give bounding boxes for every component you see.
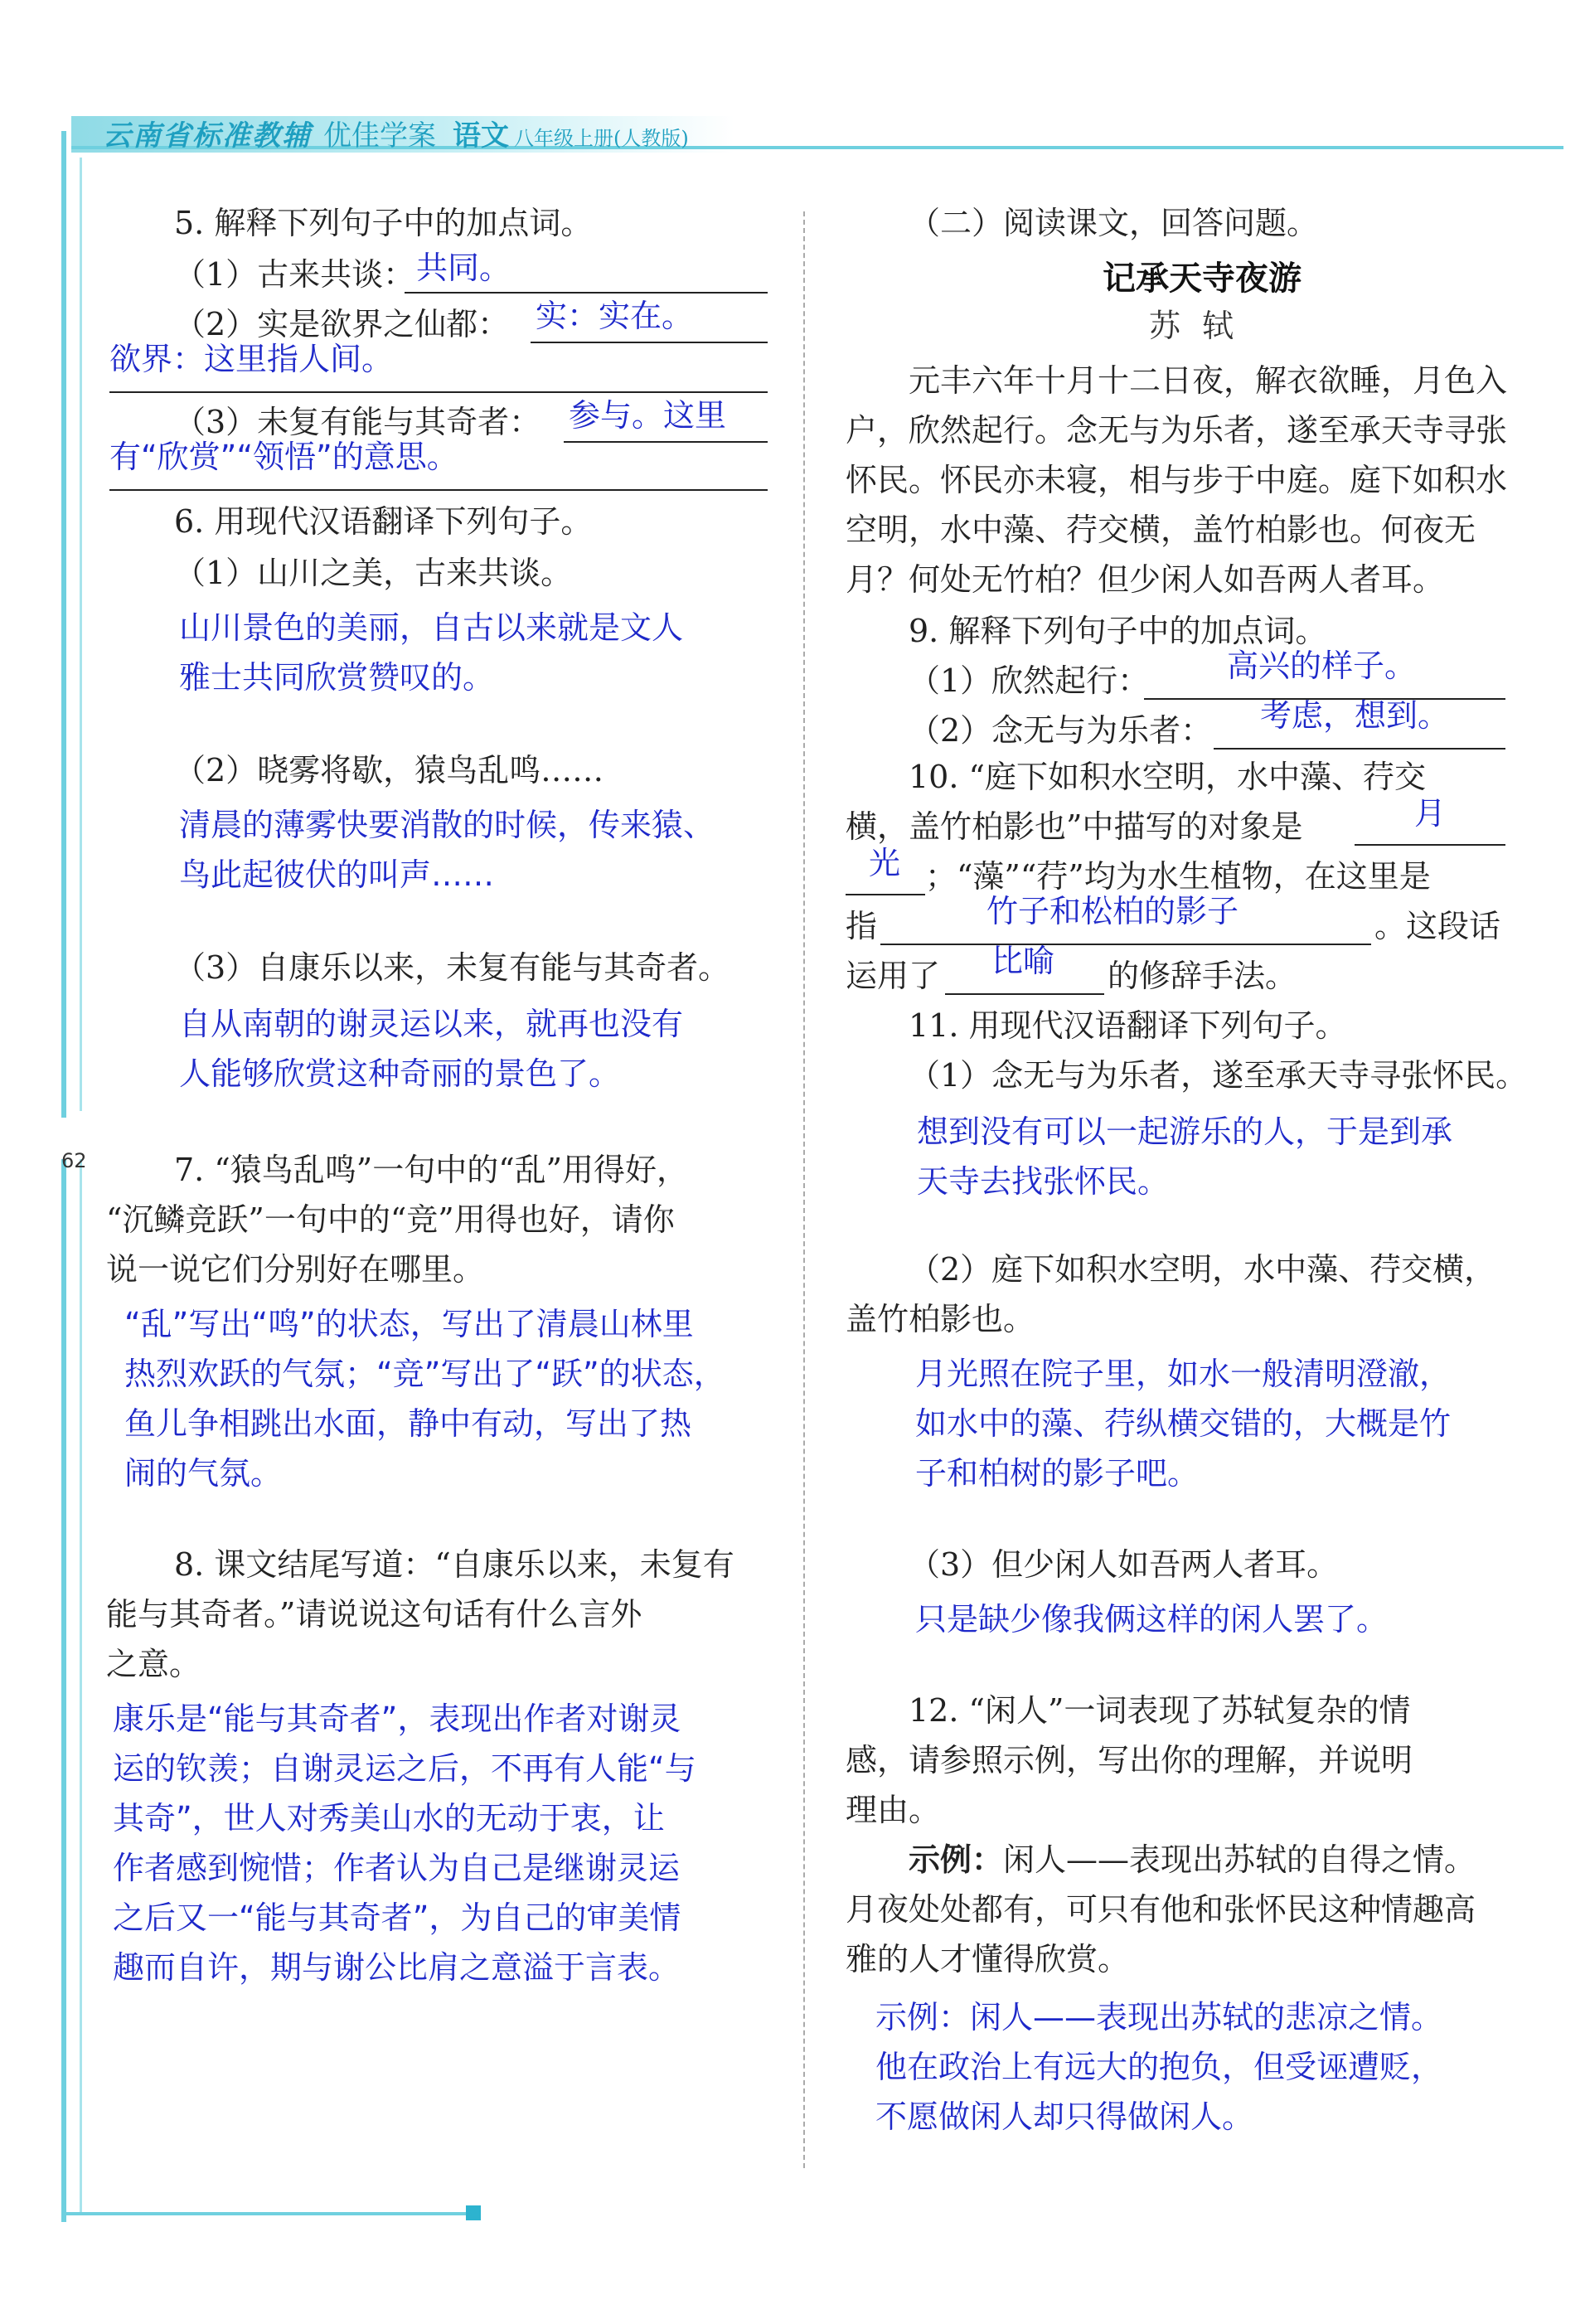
q10-line2: 横，盖竹柏影也”中描写的对象是 [846,808,1303,845]
q7-line2: “沉鳞竞跃”一句中的“竞”用得也好，请你 [106,1201,675,1238]
q5-answer2: 实：实在。 [536,298,694,334]
corner-square [466,2205,481,2220]
q8-answer-line1: 康乐是“能与其奇者”，表现出作者对谢灵 [113,1701,681,1737]
passage-line4: 空明，水中藻、荇交横，盖竹柏影也。何夜无 [846,512,1476,548]
q6-item1: （1）山川之美，古来共谈。 [174,555,573,591]
q8-answer-line2: 运的钦羡；自谢灵运之后，不再有人能“与 [113,1750,696,1787]
q10-line4a: 指 [846,908,878,944]
q8-line2: 能与其奇者。”请说说这句话有什么言外 [106,1596,642,1633]
q11-item2-line1: （2）庭下如积水空明，水中藻、荇交横， [909,1251,1496,1288]
q12-line3: 理由。 [846,1792,941,1828]
page-number: 62 [61,1149,87,1172]
series-name: 云南省标准教辅 [103,119,312,153]
example-text: 闲人——表现出苏轼的自得之情。 [1003,1841,1476,1878]
q7-answer-line3: 鱼儿争相跳出水面，静中有动，写出了热 [124,1405,692,1442]
column-divider [803,211,805,2168]
passage-line1: 元丰六年十月十二日夜，解衣欲睡，月色入 [909,362,1508,399]
q6-answer2-line1: 清晨的薄雾快要消散的时候，传来猿、 [179,807,715,843]
bottom-rule [61,2212,476,2215]
q12-answer-line2: 他在政治上有远大的抱负，但受诬遭贬， [875,2049,1443,2085]
q6-answer2-line2: 鸟此起彼伏的叫声…… [179,856,495,893]
q11-item3: （3）但少闲人如吾两人者耳。 [909,1546,1339,1583]
passage-line3: 怀民。怀民亦未寝，相与步于中庭。庭下如积水 [846,462,1508,498]
passage-title: 记承天寺夜游 [1103,259,1302,298]
q11-answer2-line1: 月光照在院子里，如水一般清明澄澈， [915,1356,1452,1392]
q10-fill4: 比喻 [991,943,1055,979]
q7-answer-line4: 闹的气氛。 [124,1455,283,1492]
q9-title: 9. 解释下列句子中的加点词。 [909,613,1327,649]
section-heading: （二）阅读课文，回答问题。 [909,205,1319,241]
q5-answer3b: 有“欣赏”“领悟”的意思。 [109,439,458,475]
q11-answer1-line1: 想到没有可以一起游乐的人，于是到承 [917,1113,1453,1150]
q10-blank1b [846,894,925,895]
q5-answer2b: 欲界：这里指人间。 [109,341,394,377]
q5-title: 5. 解释下列句子中的加点词。 [174,205,593,241]
q6-title: 6. 用现代汉语翻译下列句子。 [174,503,593,540]
q10-blank3 [945,993,1104,995]
q8-answer-line3: 其奇”，世人对秀美山水的无动于衷，让 [113,1800,665,1836]
q10-line3: ；“藻”“荇”均为水生植物，在这里是 [925,858,1431,895]
passage-author: 苏轼 [1148,308,1255,344]
q8-answer-line4: 作者感到惋惜；作者认为自己是继谢灵运 [113,1850,681,1886]
q8-line3: 之意。 [106,1646,201,1682]
q9-answer2: 考虑，想到。 [1260,697,1450,734]
q10-line5b: 的修辞手法。 [1108,958,1297,994]
q6-item3: （3）自康乐以来，未复有能与其奇者。 [174,949,730,986]
q11-answer1-line2: 天寺去找张怀民。 [917,1163,1170,1200]
q5-answer1: 共同。 [416,250,511,286]
series-subtitle: 优佳学案 [323,119,436,153]
q5-blank2 [531,342,768,343]
q9-item1: （1）欣然起行： [909,662,1150,699]
passage-line5: 月？何处无竹柏？但少闲人如吾两人者耳。 [846,561,1445,598]
q12-answer-line3: 不愿做闲人却只得做闲人。 [875,2098,1254,2135]
q12-example-line1 [909,1834,1476,1885]
q6-answer3-line1: 自从南朝的谢灵运以来，就再也没有 [179,1006,684,1042]
q10-fill3: 竹子和松柏的影子 [986,893,1239,929]
q10-blank1 [1355,844,1505,846]
q8-line1: 8. 课文结尾写道：“自康乐以来，未复有 [174,1546,734,1583]
q10-line1: 10. “庭下如积水空明，水中藻、荇交 [909,759,1426,795]
q5-item3: （3）未复有能与其奇者： [174,404,541,440]
q11-title: 11. 用现代汉语翻译下列句子。 [909,1007,1347,1044]
q12-example-line2: 月夜处处都有，可只有他和张怀民这种情趣高 [846,1891,1476,1928]
q7-answer-line1: “乱”写出“鸣”的状态，写出了清晨山林里 [124,1306,694,1342]
q11-answer2-line2: 如水中的藻、荇纵横交错的，大概是竹 [915,1405,1452,1442]
example-label: 示例： [909,1841,1004,1878]
q5-blank3 [564,441,768,443]
q5-answer3: 参与。这里 [569,397,727,434]
q7-line1: 7. “猿鸟乱鸣”一句中的“乱”用得好， [174,1152,689,1188]
q10-line5a: 运用了 [846,958,941,994]
subject-name: 语文 [453,119,509,153]
q12-example-line3: 雅的人才懂得欣赏。 [846,1941,1130,1977]
grade-label: 八年级上册(人教版) [514,127,689,150]
q12-line1: 12. “闲人”一词表现了苏轼复杂的情 [909,1692,1411,1729]
q10-fill1: 月 [1414,795,1447,832]
q8-answer-line6: 趣而自许，期与谢公比肩之意溢于言表。 [113,1949,681,1986]
side-rail-bottom [61,1159,66,2222]
q9-answer1: 高兴的样子。 [1227,648,1417,684]
q5-item1: （1）古来共谈： [174,256,415,293]
q6-answer1-line2: 雅士共同欣赏赞叹的。 [179,659,495,696]
q11-item1: （1）念无与为乐者，遂至承天寺寻张怀民。 [909,1057,1528,1094]
passage-line2: 户，欣然起行。念无与为乐者，遂至承天寺寻张 [846,412,1508,449]
q5-item2: （2）实是欲界之仙都： [174,306,510,342]
q10-line4b: 。这段话 [1374,908,1501,944]
q12-line2: 感，请参照示例，写出你的理解，并说明 [846,1742,1413,1778]
side-rail-inner-bottom [80,1159,82,2214]
q11-answer2-line3: 子和柏树的影子吧。 [915,1455,1200,1492]
running-header [103,119,689,155]
q5-blank3b [109,489,768,491]
side-rail-top [61,131,66,1118]
q6-item2: （2）晓雾将歇，猿鸟乱鸣…… [174,752,604,788]
q7-line3: 说一说它们分别好在哪里。 [106,1251,485,1288]
q10-fill2: 光 [869,845,901,881]
q11-answer3: 只是缺少像我俩这样的闲人罢了。 [915,1601,1389,1637]
q6-answer3-line2: 人能够欣赏这种奇丽的景色了。 [179,1055,621,1092]
q9-blank2 [1214,748,1505,750]
q10-blank2 [880,944,1371,945]
q11-item2-line2: 盖竹柏影也。 [846,1301,1035,1337]
side-rail-inner-top [80,158,82,1111]
q12-answer-line1: 示例：闲人——表现出苏轼的悲凉之情。 [875,1999,1443,2035]
q8-answer-line5: 之后又一“能与其奇者”，为自己的审美情 [113,1899,681,1936]
q9-item2: （2）念无与为乐者： [909,712,1213,749]
q6-answer1-line1: 山川景色的美丽，自古以来就是文人 [179,609,684,646]
q7-answer-line2: 热烈欢跃的气氛；“竞”写出了“跃”的状态， [124,1356,725,1392]
